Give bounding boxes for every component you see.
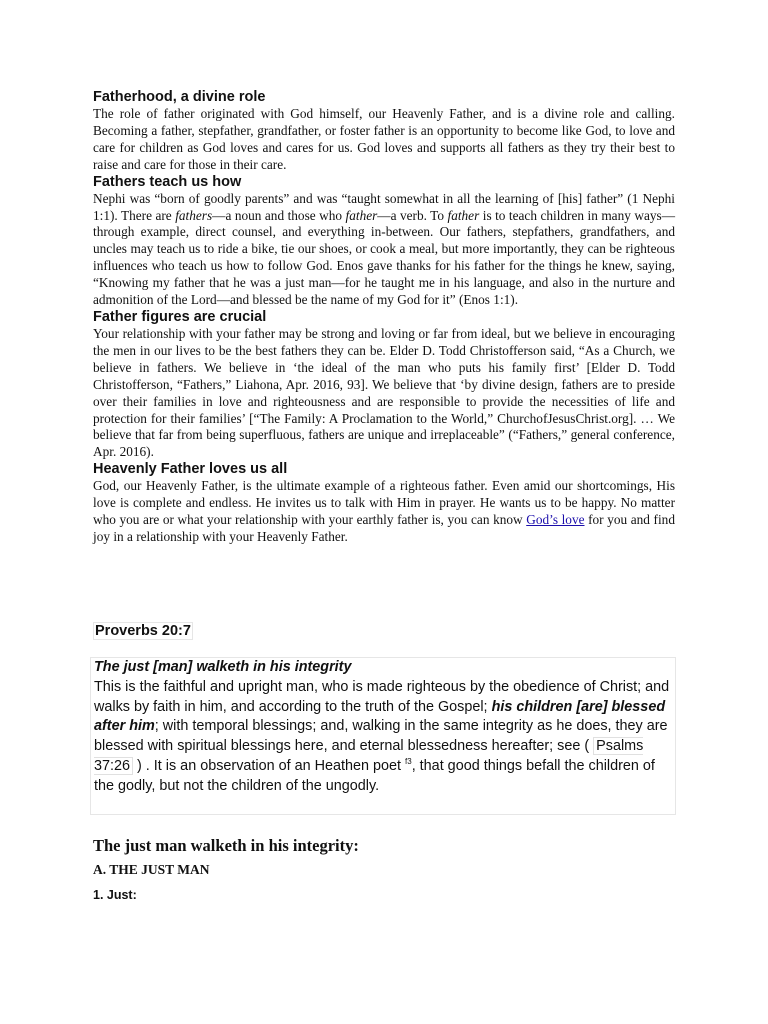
psalms-reference-link[interactable]: Psalms 37:26	[94, 738, 644, 774]
section-heading-father-figures: Father figures are crucial	[93, 308, 267, 325]
scripture-reference: Proverbs 20:7	[95, 623, 191, 639]
commentary-text: This is the faithful and upright man, who is made righteous by the obedience of Christ; and walks by faith in him, and according to the truth of the Gospel;	[94, 678, 670, 715]
section-paragraph-fathers-teach	[93, 191, 675, 309]
outline-subheading-a: A. THE JUST MAN	[93, 862, 210, 877]
text-run: —a noun and those who	[212, 207, 346, 223]
section-paragraph-father-figures: Your relationship with your father may be strong and loving or far from ideal, but we believe in encouraging the men in our lives to be the best fathers they can be. Elder D. Todd Christofferson said, “As a Church, we believe in fathers. We believe in ‘the ideal of the man who puts his family first’ [Elder D. Todd Christofferson, “Fathers,” Liahona, Apr. 2016, 93]. We believe that ‘by divine design, fathers are to preside over their families in love and righteousness and are responsible to provide the necessities of life and protection for their families’ [“The Family: A Proclamation to the World,” ChurchofJesusChrist.org]. … We believe that far from being superfluous, fathers are unique and irreplaceable” (“Fathers,” general conference, Apr. 2016).	[93, 325, 675, 460]
section-paragraph-fatherhood: The role of father originated with God himself, our Heavenly Father, and is a divine role and calling. Becoming a father, stepfather, grandfather, or foster father is an opportunity to become like God, to love and care for children as God loves and cares for us. God loves and supports all fathers as they try their best to raise and care for those in their care.	[93, 106, 675, 172]
text-run: Nephi was “born of goodly parents” and was “taught somewhat in all the learning of [his] father” (1 Nephi 1:1). There are	[93, 190, 675, 223]
section-paragraph-heavenly-father	[93, 478, 675, 546]
commentary-text: ) . It is an observation of an Heathen poet	[133, 757, 406, 774]
section-heading-fathers-teach: Fathers teach us how	[93, 173, 242, 190]
section-heading-heavenly-father: Heavenly Father loves us all	[93, 461, 288, 478]
text-run: for you and find joy in a relationship with your Heavenly Father.	[93, 512, 675, 544]
commentary-box	[90, 657, 676, 815]
outline-heading: The just man walketh in his integrity:	[93, 836, 359, 855]
italic-term: fathers	[175, 207, 213, 223]
text-run: God, our Heavenly Father, is the ultimate example of a righteous father. Even amid our shortcomings, His love is complete and endless. He invites us to talk with Him in prayer. He wants us to be happy. No matter who you are or what your relationship with your earthly father is, you can know	[93, 478, 675, 528]
commentary-emphasis: his children [are] blessed after him	[94, 698, 666, 735]
outline-point-1: 1. Just:	[93, 888, 137, 902]
text-run: is to teach children in many ways—through example, direct counsel, and everything in-between. Our fathers, stepfathers, grandfathers, and uncles may teach us to ride a bike, tie our shoes, or cook a meal, but more importantly, they can be righteous influences who teach us how to follow God. Enos gave thanks for his father for the things he knew, saying, “Knowing my father that he was a just man—for he taught me in his language, and also in the nurture and admonition of the Lord—and blessed be the name of my God for it” (Enos 1:1).	[93, 207, 675, 308]
text-run: —a verb. To	[377, 207, 448, 223]
article-body	[93, 88, 675, 546]
commentary-title: The just [man] walketh in his integrity	[94, 659, 352, 675]
footnote-marker[interactable]: f3	[405, 757, 412, 767]
section-heading-fatherhood: Fatherhood, a divine role	[93, 89, 266, 105]
commentary-text: ; with temporal blessings; and, walking in the same integrity as he does, they are blessed with spiritual blessings here, and eternal blessedness hereafter; see (	[94, 718, 668, 755]
commentary-text: , that good things befall the children of the godly, but not the children of the ungodly.	[94, 757, 655, 794]
gods-love-link[interactable]: God’s love	[526, 512, 585, 528]
italic-term: father	[345, 207, 378, 223]
italic-term: father	[447, 207, 480, 223]
